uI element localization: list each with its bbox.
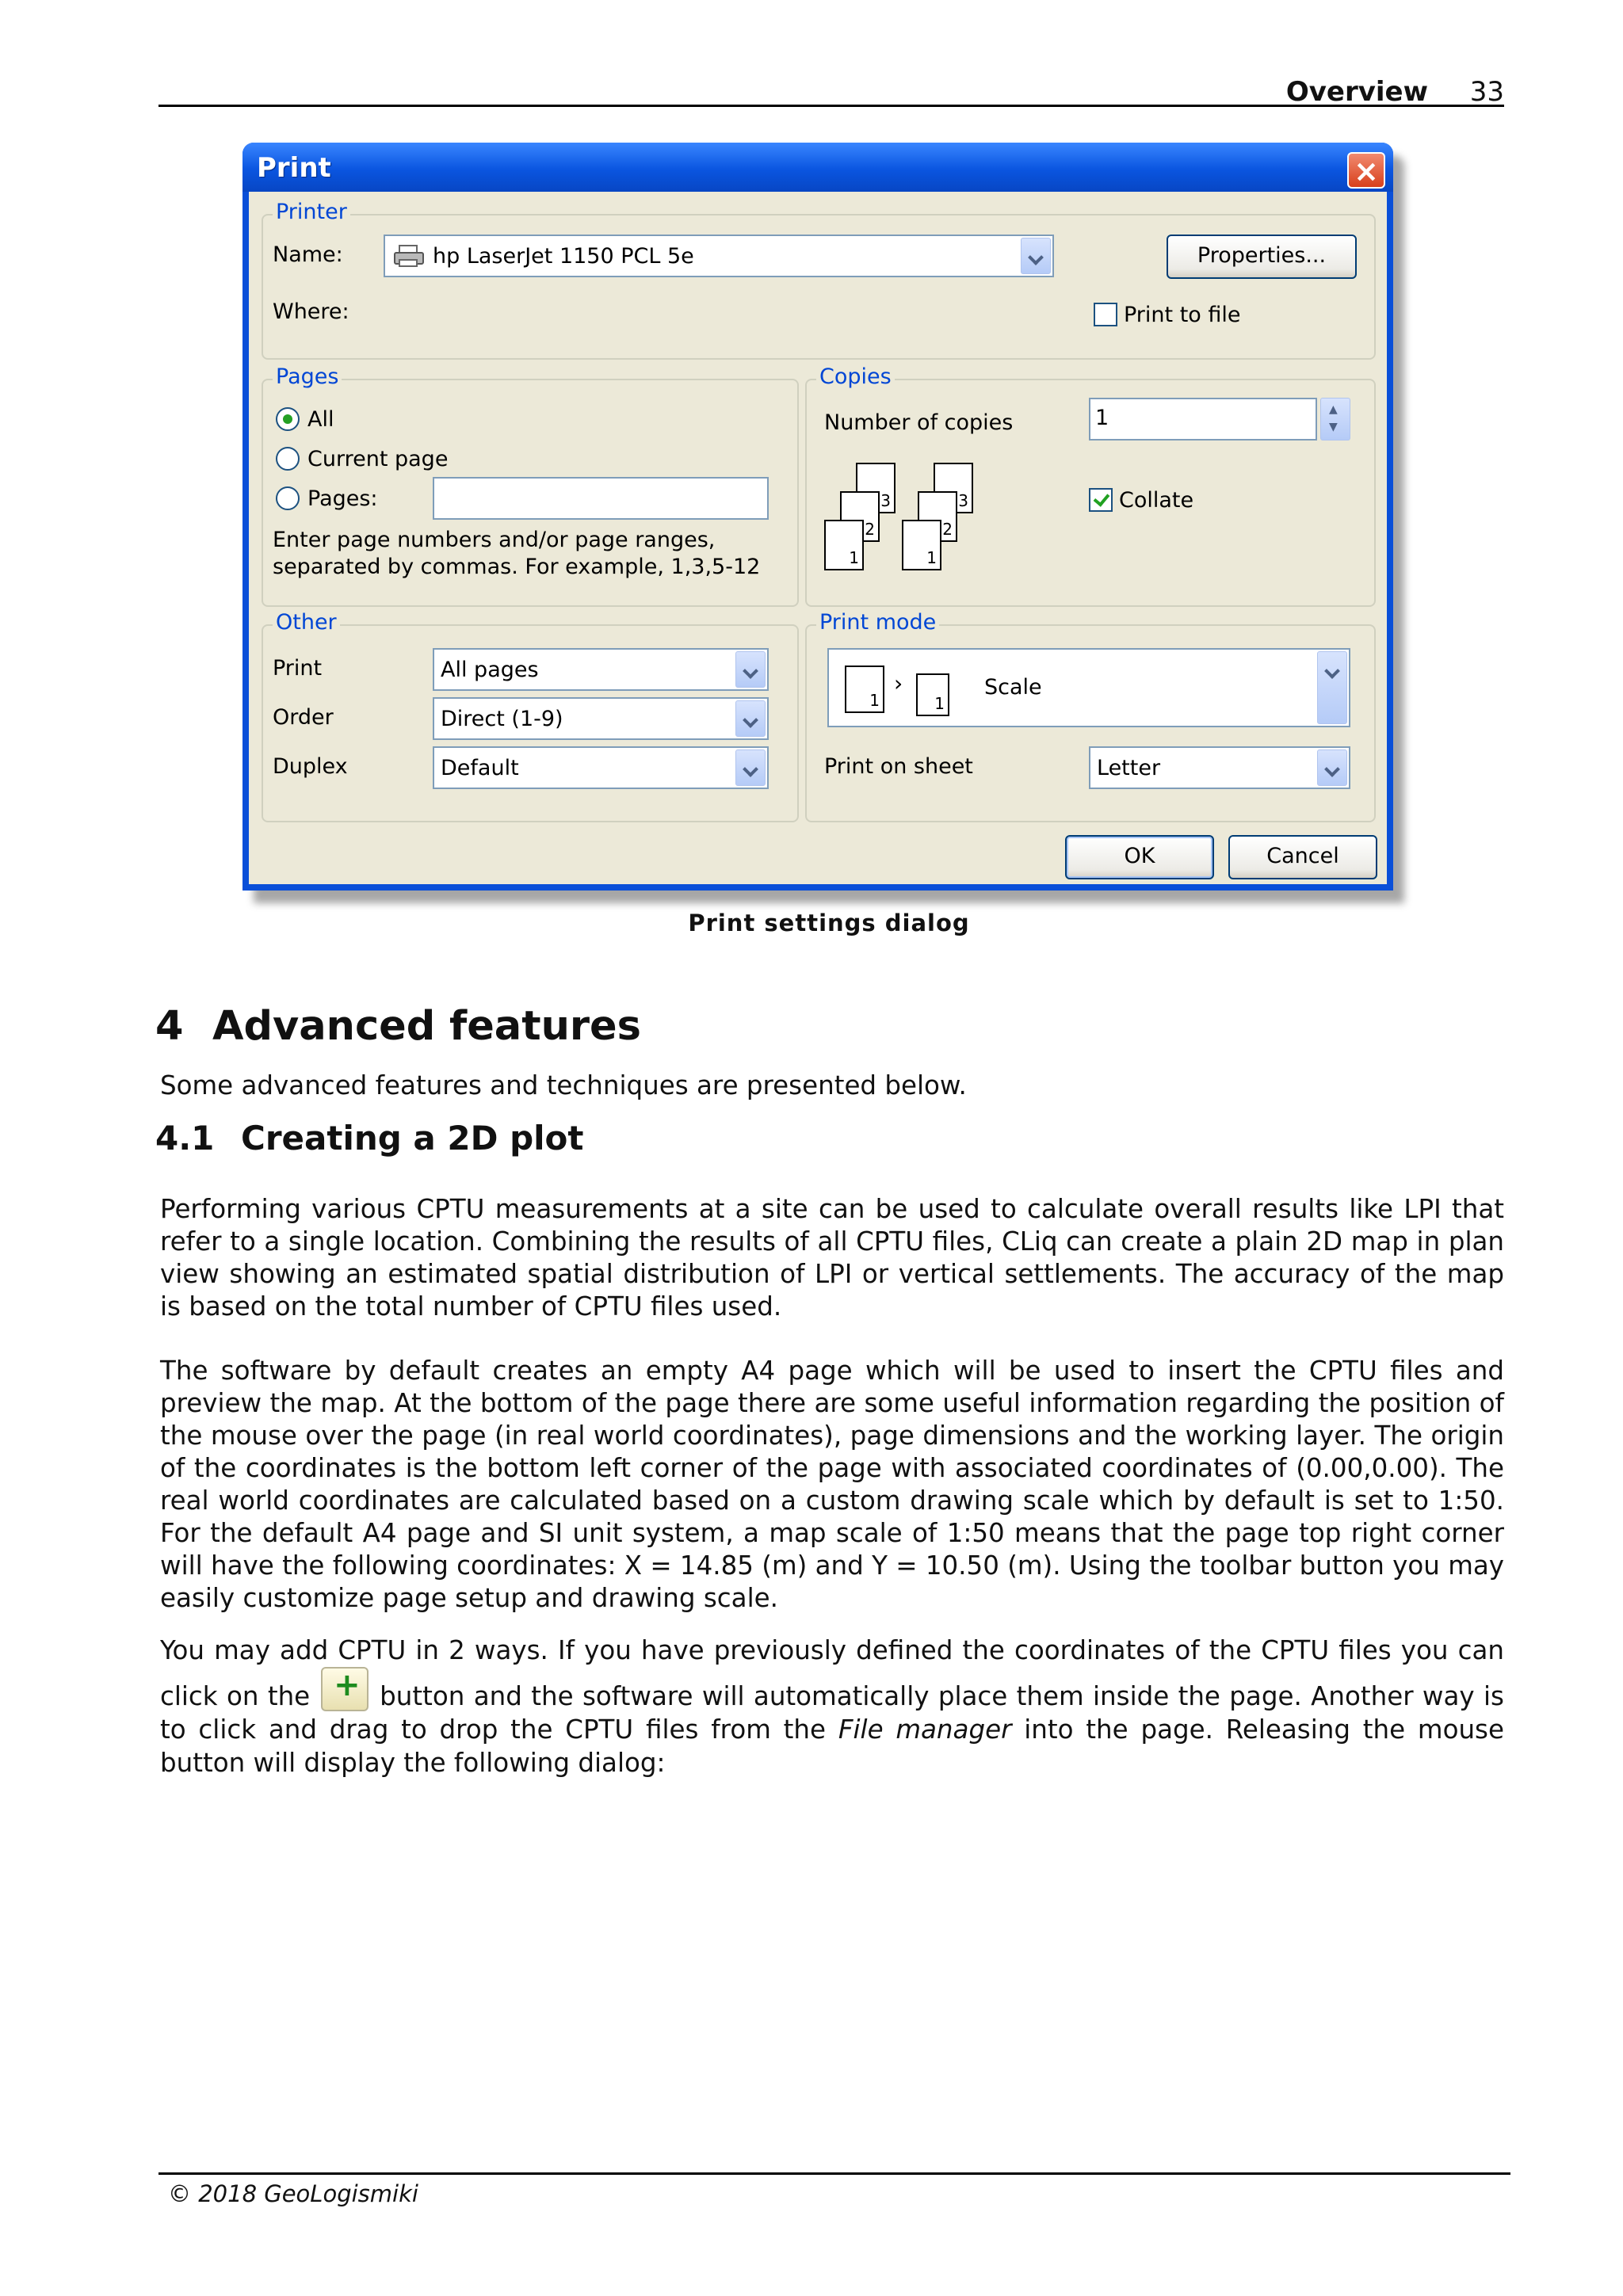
pages-range-input[interactable] <box>433 477 769 520</box>
chevron-down-icon[interactable] <box>1021 238 1051 274</box>
section-intro: Some advanced features and techniques are presented below. <box>160 1070 967 1100</box>
paragraph-1: Performing various CPTU measurements at a site can be used to calculate overall results like LPI that refer to a single location. Combining the results of all CPTU files, CLiq can create a plain 2D map in plan view showing an estimated spatial distribution of LPI or vertical settlements. The accuracy of the map is based on the total number of CPTU files used. <box>160 1194 1504 1322</box>
printer-where-label: Where: <box>273 299 349 324</box>
pages-group <box>262 364 799 607</box>
copies-number-input[interactable] <box>1089 398 1317 441</box>
pages-range-label: Pages: <box>307 486 378 511</box>
other-order-label: Order <box>273 705 334 730</box>
sheet-number: 2 <box>942 520 953 539</box>
sheet-number: 1 <box>849 548 859 567</box>
printer-name-label: Name: <box>273 242 343 267</box>
copies-number-value: 1 <box>1095 406 1109 430</box>
other-order-select[interactable] <box>433 697 769 740</box>
other-group <box>262 610 799 822</box>
header-section-title: Overview <box>1285 76 1428 108</box>
pages-all-label: All <box>307 407 334 432</box>
pages-current-label: Current page <box>307 447 449 471</box>
mode-source-sheet <box>845 666 884 713</box>
properties-button[interactable]: Properties... <box>1167 235 1357 279</box>
dialog-title: Print <box>257 152 331 184</box>
other-group-label: Other <box>273 610 340 635</box>
header-page-number: 33 <box>1469 76 1504 108</box>
other-print-value: All pages <box>441 658 539 682</box>
print-on-sheet-label: Print on sheet <box>824 754 973 779</box>
close-icon[interactable]: × <box>1347 152 1385 189</box>
print-on-sheet-select[interactable] <box>1089 746 1350 789</box>
collate-label: Collate <box>1119 488 1194 513</box>
section-heading <box>155 1003 641 1050</box>
file-manager-term: File manager <box>838 1714 1012 1745</box>
dialog-title-bar <box>242 143 1393 192</box>
printer-name-select[interactable] <box>384 235 1054 277</box>
chevron-down-icon[interactable] <box>735 651 766 688</box>
print-mode-group <box>805 610 1376 822</box>
pages-hint-line1: Enter page numbers and/or page ranges, <box>273 528 716 552</box>
footer-copyright: © 2018 GeoLogismiki <box>168 2180 418 2207</box>
arrow-right-icon: › <box>894 670 903 696</box>
subsection-title: Creating a 2D plot <box>241 1119 584 1158</box>
chevron-down-icon[interactable] <box>735 749 766 786</box>
paragraph-3-part-c: into the page. Releasing the mouse button will display the following dialog: <box>160 1714 1504 1778</box>
dialog-body <box>249 192 1387 884</box>
sheet-number: 1 <box>926 548 937 567</box>
pages-group-label: Pages <box>273 364 342 389</box>
pages-all-radio[interactable] <box>276 407 300 431</box>
mode-target-sheet <box>916 673 949 716</box>
subsection-number: 4.1 <box>155 1119 215 1158</box>
print-mode-group-label: Print mode <box>816 610 939 635</box>
copies-number-label: Number of copies <box>824 410 1014 435</box>
sheet-1 <box>824 520 864 570</box>
sheet-1 <box>902 520 941 570</box>
paragraph-3-part-a: You may add CPTU in 2 ways. If you have previously defined the coordinates of the CPTU files you can click on the <box>160 1635 1504 1711</box>
other-order-value: Direct (1-9) <box>441 707 563 731</box>
printer-icon <box>393 244 425 268</box>
print-to-file-checkbox[interactable] <box>1094 303 1117 326</box>
print-mode-value: Scale <box>984 675 1042 700</box>
spin-up-icon[interactable]: ▲ <box>1329 403 1338 416</box>
sheet-number: 1 <box>869 691 880 710</box>
print-to-file-label: Print to file <box>1124 303 1241 327</box>
sheet-number: 3 <box>880 491 891 510</box>
print-on-sheet-value: Letter <box>1097 756 1161 780</box>
other-duplex-value: Default <box>441 756 519 780</box>
chevron-down-icon[interactable] <box>1317 651 1347 724</box>
paragraph-3-part-b: button and the software will automatically place them inside the page. Another way is to click and drag to drop the CPTU files from the <box>160 1681 1504 1745</box>
footer-rule <box>158 2172 1510 2175</box>
cancel-button[interactable]: Cancel <box>1228 835 1377 879</box>
pages-hint-line2: separated by commas. For example, 1,3,5-12 <box>273 555 761 579</box>
sheet-number: 2 <box>865 520 875 539</box>
other-duplex-label: Duplex <box>273 754 348 779</box>
copies-group-label: Copies <box>816 364 895 389</box>
collate-checkbox[interactable] <box>1089 488 1113 512</box>
paragraph-3 <box>160 1634 1504 1779</box>
copies-group <box>805 364 1376 607</box>
other-print-label: Print <box>273 656 323 681</box>
chevron-down-icon[interactable] <box>735 700 766 737</box>
pages-current-radio[interactable] <box>276 447 300 471</box>
add-cptu-icon <box>321 1667 369 1711</box>
printer-group-label: Printer <box>273 200 350 224</box>
paragraph-2: The software by default creates an empty A4 page which will be used to insert the CPTU files and preview the map. At the bottom of the page there are some useful information regarding the position of the mouse over the page (in real world coordinates), page dimensions and the working layer. The origin of the coordinates is the bottom left corner of the page with associated coordinates of (0.00,0.00). The real world coordinates are calculated based on a custom drawing scale which by default is set to 1:50. For the default A4 page and SI unit system, a map scale of 1:50 means that the page top right corner will have the following coordinates: X = 14.85 (m) and Y = 10.50 (m). Using the toolbar button you may easily customize page setup and drawing scale. <box>160 1356 1505 1613</box>
other-duplex-select[interactable] <box>433 746 769 789</box>
collate-illustration <box>824 463 1006 574</box>
printer-group <box>262 200 1376 360</box>
section-title: Advanced features <box>212 1003 642 1050</box>
copies-spinner[interactable] <box>1320 398 1350 441</box>
sheet-number: 1 <box>934 694 945 713</box>
pages-range-radio[interactable] <box>276 486 300 510</box>
figure-caption: Print settings dialog <box>688 910 970 936</box>
chevron-down-icon[interactable] <box>1317 749 1347 786</box>
sheet-number: 3 <box>958 491 968 510</box>
spin-down-icon[interactable]: ▼ <box>1329 421 1338 433</box>
subsection-heading <box>155 1119 584 1158</box>
printer-name-value: hp LaserJet 1150 PCL 5e <box>433 244 694 269</box>
ok-button[interactable]: OK <box>1065 835 1214 879</box>
section-number: 4 <box>155 1003 184 1050</box>
print-mode-select[interactable] <box>827 648 1350 727</box>
other-print-select[interactable] <box>433 648 769 691</box>
print-dialog <box>242 143 1393 891</box>
page-header <box>158 73 1504 107</box>
